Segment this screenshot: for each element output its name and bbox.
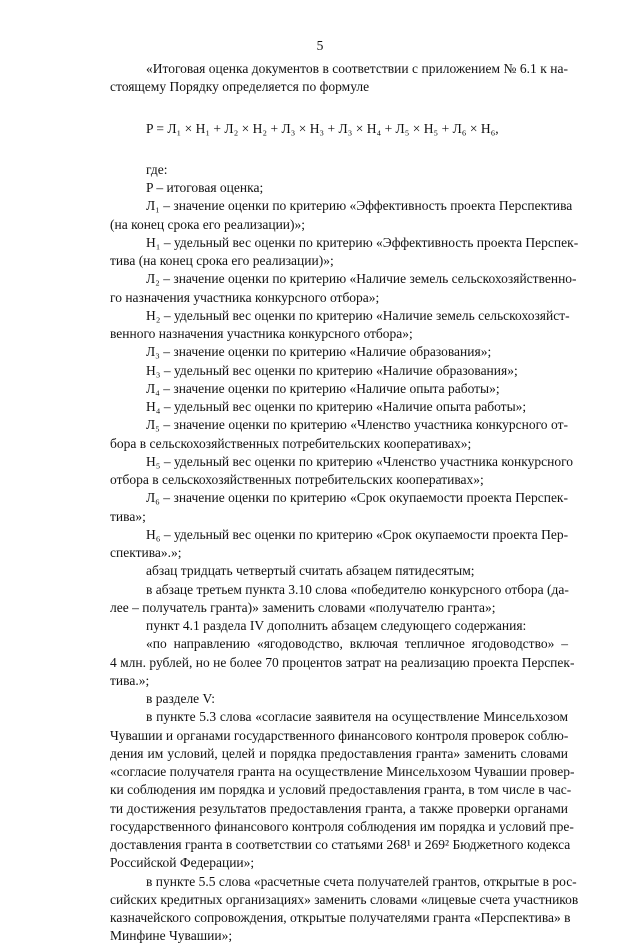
page-number: 5 bbox=[316, 38, 324, 53]
text-line: ти достижения результатов предоставления гранта, а также проверки органами bbox=[110, 800, 568, 816]
text-line: Минфине Чувашии»; bbox=[110, 928, 233, 944]
text-line: Н₆ – удельный вес оценки по критерию «Срок окупаемости проекта Пер- bbox=[146, 526, 569, 542]
text-line: «по направлению «ягодоводство, включая тепличное ягодоводство» – bbox=[146, 636, 568, 652]
text-line: ки соблюдения им порядка и условий предоставления гранта, в том числе в час- bbox=[110, 782, 572, 798]
text-line: в пункте 5.5 слова «расчетные счета получателей грантов, открытые в рос- bbox=[146, 873, 577, 889]
text-line: казначейского сопровождения, открытые получателями гранта «Перспектива» в bbox=[110, 910, 571, 925]
text-line: лее – получатель гранта)» заменить словами «получателю гранта»; bbox=[110, 599, 496, 615]
text-line: сийских кредитных организациях» заменить словами «лицевые счета участников bbox=[110, 891, 579, 907]
text-line: где: bbox=[146, 161, 168, 177]
text-line: стоящему Порядку определяется по формуле bbox=[110, 79, 370, 95]
text-line: Л₄ – значение оценки по критерию «Наличие опыта работы»; bbox=[146, 380, 500, 396]
text-line: отбора в сельскохозяйственных потребительских кооперативах»; bbox=[110, 472, 484, 487]
text-line: (на конец срока его реализации)»; bbox=[110, 216, 306, 232]
text-line: тива.»; bbox=[110, 672, 150, 688]
text-line: Н₃ – удельный вес оценки по критерию «Наличие образования»; bbox=[146, 362, 518, 378]
text-line: бора в сельскохозяйственных потребительских кооперативах»; bbox=[110, 435, 472, 451]
text-line: тива (на конец срока его реализации)»; bbox=[110, 253, 334, 268]
text-line: Л₂ – значение оценки по критерию «Наличие земель сельскохозяйственно- bbox=[146, 271, 577, 287]
text-line: го назначения участника конкурсного отбора»; bbox=[110, 289, 380, 305]
text-line: спектива».»; bbox=[110, 545, 182, 560]
text-line: Л₁ – значение оценки по критерию «Эффективность проекта Перспектива bbox=[146, 198, 573, 214]
document-body bbox=[110, 60, 579, 946]
text-line: «Итоговая оценка документов в соответствии с приложением № 6.1 к на- bbox=[146, 61, 568, 76]
text-line: Л₅ – значение оценки по критерию «Членство участника конкурсного от- bbox=[146, 417, 568, 433]
text-line: Л₃ – значение оценки по критерию «Наличие образования»; bbox=[146, 344, 492, 360]
text-line: Н₅ – удельный вес оценки по критерию «Членство участника конкурсного bbox=[146, 453, 574, 469]
text-line: государственного финансового контроля соблюдения им порядка и условий пре- bbox=[110, 818, 574, 834]
text-line: тива»; bbox=[110, 508, 146, 524]
text-line: пункт 4.1 раздела IV дополнить абзацем следующего содержания: bbox=[146, 618, 527, 633]
text-line: Н₁ – удельный вес оценки по критерию «Эффективность проекта Перспек- bbox=[146, 234, 579, 250]
text-line: Л₆ – значение оценки по критерию «Срок окупаемости проекта Перспек- bbox=[146, 490, 568, 506]
formula-line: P = Л₁ × Н₁ + Л₂ × Н₂ + Л₃ × Н₃ + Л₃ × Н₄ + Л₅ × Н₅ + Л₆ × Н₆, bbox=[146, 120, 499, 136]
text-line: в абзаце третьем пункта 3.10 слова «победителю конкурсного отбора (да- bbox=[146, 581, 569, 597]
text-line: доставления гранта в соответствии со статьями 268¹ и 269² Бюджетного кодекса bbox=[110, 837, 571, 852]
text-line: абзац тридцать четвертый считать абзацем пятидесятым; bbox=[146, 563, 475, 579]
text-line: Н₂ – удельный вес оценки по критерию «Наличие земель сельскохозяйст- bbox=[146, 307, 570, 323]
text-line: Н₄ – удельный вес оценки по критерию «Наличие опыта работы»; bbox=[146, 399, 527, 414]
text-line: дения им условий, целей и порядка предоставления гранта» заменить словами bbox=[110, 745, 568, 761]
text-line: в разделе V: bbox=[146, 691, 216, 706]
text-line: 4 млн. рублей, но не более 70 процентов затрат на реализацию проекта Перспек- bbox=[110, 654, 575, 670]
text-line: Российской Федерации»; bbox=[110, 855, 255, 871]
text-line: венного назначения участника конкурсного отбора»; bbox=[110, 326, 413, 341]
text-line: «согласие получателя гранта на осуществление Минсельхозом Чувашии провер- bbox=[110, 764, 575, 779]
text-line: в пункте 5.3 слова «согласие заявителя на осуществление Минсельхозом bbox=[146, 709, 568, 725]
text-line: P – итоговая оценка; bbox=[146, 180, 264, 195]
text-line: Чувашии и органами государственного финансового контроля проверок соблю- bbox=[110, 727, 569, 743]
